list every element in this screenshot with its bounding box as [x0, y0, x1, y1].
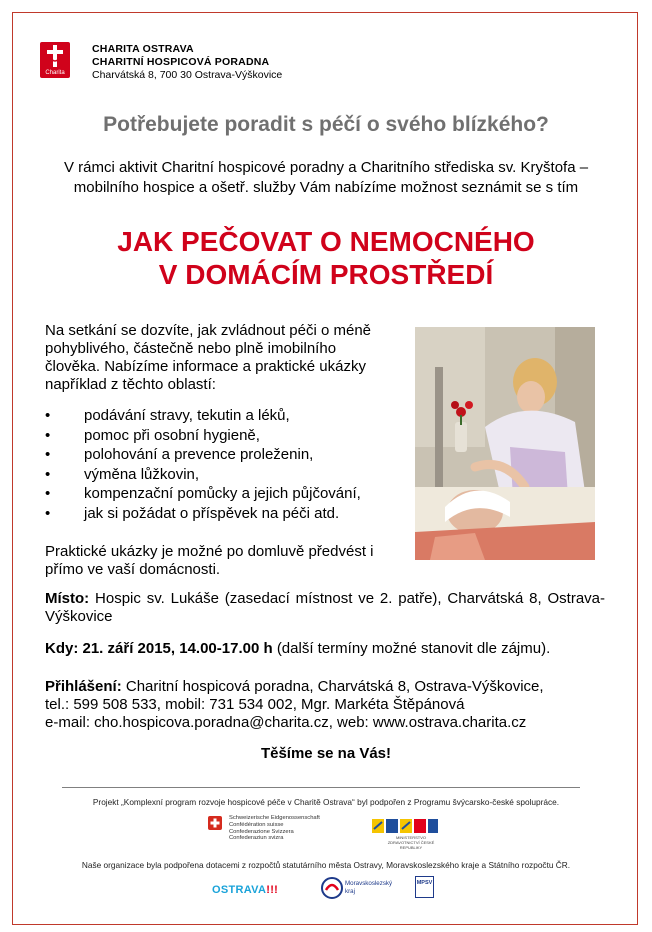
cross-icon	[47, 45, 63, 67]
place-text: Hospic sv. Lukáše (zasedací místnost ve 2. patře), Charvátská 8, Ostrava-Výškovice	[45, 590, 605, 625]
closing-greeting: Těšíme se na Vás!	[260, 745, 392, 762]
place-label: Místo:	[45, 590, 90, 607]
project-note: Projekt „Komplexní program rozvoje hospicové péče v Charitě Ostrava“ byl podpořen z Programu švýcarsko-české spolupráce.	[92, 797, 560, 807]
mpsv-logo: MPSV	[415, 876, 434, 898]
date-label: Kdy: 21. září 2015, 14.00-17.00 h	[45, 640, 273, 657]
organization-block	[92, 43, 282, 82]
registration-label: Přihlášení:	[45, 678, 122, 695]
region-name: Moravskoslezský kraj	[345, 880, 393, 895]
bullet-icon: •	[45, 426, 51, 444]
charita-logo	[40, 42, 70, 78]
ministry-health-text: MINISTERSTVO ZDRAVOTNICTVÍ ČESKÉ REPUBLIKY	[387, 835, 435, 850]
registration-line2: tel.: 599 508 533, mobil: 731 534 002, Mgr. Markéta Štěpánová	[45, 696, 465, 713]
topics-list	[45, 406, 405, 523]
date-note: (další termíny možné stanovit dle zájmu).	[276, 640, 551, 657]
bullet-icon: •	[45, 465, 51, 483]
bullet-icon: •	[45, 446, 51, 463]
question-heading: Potřebujete poradit s péčí o svého blízkého?	[103, 113, 549, 136]
registration-line1: Charitní hospicová poradna, Charvátská 8, Ostrava-Výškovice,	[125, 678, 544, 695]
registration-line3: e-mail: cho.hospicova.poradna@charita.cz, web: www.ostrava.charita.cz	[45, 714, 527, 731]
swiss-confederation-text: Schweizerische Eidgenossenschaft Confédération suisse Confederazione Svizzera Confederaziun svizra	[229, 815, 320, 842]
list-item: • výměna lůžkovin,	[45, 465, 200, 483]
logo-label: Charita	[45, 70, 65, 76]
list-item: • pomoc při osobní hygieně,	[45, 426, 260, 444]
list-item: • kompenzační pomůcky a jejich půjčování,	[45, 485, 361, 502]
swiss-flag-icon	[208, 816, 222, 830]
org-address: Charvátská 8, 700 30 Ostrava-Výškovice	[92, 69, 283, 81]
bullet-icon: •	[45, 485, 51, 502]
list-item: • jak si požádat o příspěvek na péči atd.	[45, 504, 340, 522]
event-title	[0, 225, 652, 291]
nurse-care-photo	[415, 327, 595, 560]
support-note: Naše organizace byla podpořena dotacemi z rozpočtů statutárního města Ostravy, Moravskoslezského kraje a Státního rozpočtu ČR.	[81, 860, 571, 870]
date-info	[45, 640, 605, 658]
footer-divider	[62, 787, 580, 788]
ostrava-logo: OSTRAVA!!!	[212, 884, 279, 896]
list-item: • polohování a prevence proleženin,	[45, 446, 314, 463]
org-department: CHARITNÍ HOSPICOVÁ PORADNA	[92, 56, 270, 68]
bullet-icon: •	[45, 407, 51, 424]
bullet-icon: •	[45, 504, 51, 522]
intro-text: V rámci aktivit Charitní hospicové poradny a Charitního střediska sv. Kryštofa – mobilního hospice a ošetř. služby Vám nabízíme možnost seznámit se s tím	[63, 159, 589, 196]
list-item: • podávání stravy, tekutin a léků,	[45, 407, 290, 424]
place-info	[45, 590, 605, 626]
lead-paragraph: Na setkání se dozvíte, jak zvládnout péči o méně pohyblivého, částečně nebo plně imobilního člověka. Nabízíme informace a praktické ukázky například z těchto oblastí:	[45, 322, 372, 393]
event-title-line2: V DOMÁCÍM PROSTŘEDÍ	[158, 259, 494, 290]
practical-note: Praktické ukázky je možné po domluvě předvést i přímo ve vaší domácnosti.	[45, 543, 374, 578]
registration-info	[45, 678, 605, 732]
event-title-line1: JAK PEČOVAT O NEMOCNÉHO	[117, 226, 535, 257]
org-name: CHARITA OSTRAVA	[92, 43, 194, 55]
